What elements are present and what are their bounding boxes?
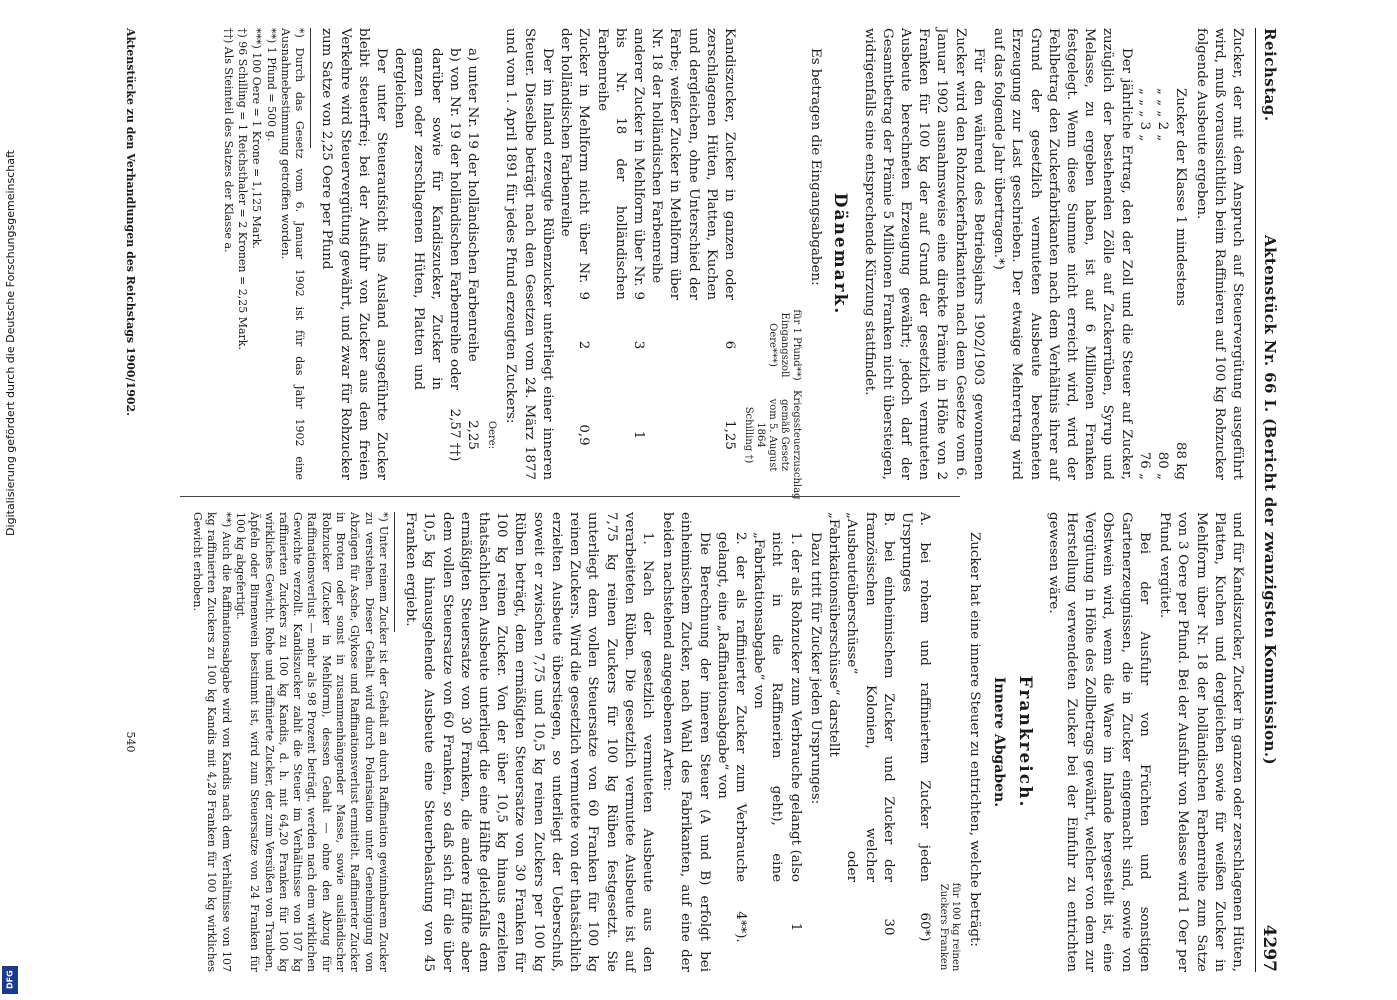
list-item: b) von Nr. 19 der holländischen Farbenreihe oder darüber sowie für Kandiszucker, Zucker in ganzen oder zerschlagenen Hüten, Platten und dergleichen 2,57 ††) <box>392 48 463 462</box>
footnote: **) 1 Pfund = 500 g. <box>264 28 278 142</box>
class-row <box>1135 28 1153 480</box>
paragraph: Für den während des Betriebsjahrs 1902/1903 gewonnenen Zucker wird den Rohzuckerfabrikanten nach dem Gesetze vom 6. Januar 1902 ausnahmsweise eine direkte Prämie in Höhe von 2 Franken für 100 kg der auf Grund der gesetzlich vermuteten Ausbeute berechneten Erzeugung gewährt; jedoch darf der Gesamtbetrag der Prämie 5 Millionen Franken nicht übersteigen, widrigenfalls eine entsprechende Kürzung stattfindet. <box>861 28 986 480</box>
footnote: ***) 100 Oere = 1 Krone = 1,125 Mark. <box>250 28 264 249</box>
left-column <box>130 28 1246 500</box>
class-label: „ „ „ 3 „ <box>1136 88 1152 142</box>
scanned-page <box>120 0 1290 1000</box>
table-row: anderer Zucker in Mehlform über Nr. 9 bis Nr. 18 der holländischen Farbenreihe 3 1 <box>594 28 646 440</box>
section-heading-denmark: Dänemark. <box>830 192 851 316</box>
paragraph: Es betragen die Eingangsabgaben: <box>808 48 824 286</box>
list-item: a) unter Nr. 19 der holländischen Farbenreihe 2,25 <box>465 48 481 450</box>
footnote: †) 96 Schilling = 1 Reichsthaler = 2 Kronen = 2,25 Mark. <box>236 28 250 350</box>
footnote-rule <box>310 28 311 148</box>
page-number: 540 <box>123 731 137 753</box>
subheading: Innere Abgaben. <box>991 676 1008 808</box>
paragraph: und für Kandiszucker, Zucker in ganzen oder zerschlagenen Hüten, Platten, Kuchen und dergleichen sowie für weißen Zucker in Mehlform über Nr. 18 der holländischen Farbenreihe zum Satze von 3 Oere per Pfund. Bei der Ausfuhr von Melasse wird 1 Oer per Pfund vergütet. <box>1157 512 1245 972</box>
footnote: **) Auch die Raffinationsabgabe wird von Kandis nach dem Verhältnisse von 107 kg raffinierten Zuckers zu 100 kg Kandis mit 4,28 Franken für 100 kg wirkliches Gewicht erhoben. <box>191 512 233 972</box>
class-value: 88 kg <box>1173 442 1189 480</box>
table-row: Kandiszucker, Zucker in ganzen oder zerschlagenen Hüten, Platten, Kuchen und dergleichen, ohne Unterschied der Farbe; weißer Zucker in Mehlform über Nr. 18 der holländischen Farbenreihe 6 1,25 <box>649 28 738 450</box>
class-row <box>1153 28 1171 480</box>
section-heading-france: Frankreich. <box>1014 675 1035 809</box>
table-header <box>742 28 803 500</box>
header-title: Aktenstück Nr. 66 I. (Bericht der zwanzigsten Kommission.) <box>1261 235 1279 765</box>
column-divider <box>180 496 960 497</box>
footnote: *) Unter reinem Zucker ist der Gehalt an durch Raffination gewinnbarem Zucker zu verstehen. Dieser Gehalt wird durch Polarisation unter Genehmigung von Abzügen für Asche, Glykose und Raffinationsverlust ermittelt. Raffinierter Zucker in Broten oder sonst in zusammenhängender Masse, sowie ausländischer Rohzucker (Zucker in Mehlform), dessen Gehalt — ohne den Abzug für Raffinationsverlust — mehr als 98 Prozent beträgt, werden nach dem wirklichen Gewichte verzollt. Kandiszucker zahlt die Steuer im Verhältnisse von 107 kg raffinierten Zuckers zu 100 kg Kandis, d. h. mit 64,20 Franken für 100 kg wirkliches Gewicht. Rohe und raffinierte Zucker, der zum Versüßen von Trauben, Äpfeln oder Birnenwein bestimmt ist, wird zum Steuersatze von 24 Franken für 100 kg abgefertigt. <box>233 512 390 972</box>
paragraph: Der unter Steueraufsicht ins Ausland ausgeführte Zucker bleibt steuerfrei; bei der Ausfuhr von Zucker aus dem freien Verkehre wird Steuervergütung gewährt, und zwar für Rohzucker zum Satze von 2,25 Oere per Pfund <box>319 28 390 480</box>
class-value: 76 „ <box>1136 451 1152 480</box>
reichstag-document-note: Aktenstücke zu den Verhandlungen des Reichstags 1900/1902. <box>123 28 137 416</box>
right-column <box>130 512 1246 972</box>
tax-row: 1. der als Rohzucker zum Verbrauche gelangt (also nicht in die Raffinerien geht), eine „Fabrikationsabgabe“ von 1 <box>751 532 803 932</box>
paragraph: Die Berechnung der inneren Steuer (A und B) erfolgt bei einheimischem Zucker, nach Wahl des Fabrikanten, auf eine der beiden nachstehend angegebenen Arten: <box>660 512 712 972</box>
class-label: Zucker der Klasse 1 mindestens <box>1173 88 1189 307</box>
paragraph: Dazu tritt für Zucker jeden Ursprunges: <box>807 532 823 805</box>
running-head <box>1255 28 1286 972</box>
unit-francs: für 100 kg reinen Zuckers Franken <box>938 882 962 972</box>
footnote-rule <box>394 512 395 632</box>
paragraph: Zucker hat eine innere Steuer zu entrichten, welche beträgt: <box>967 532 983 947</box>
tax-row: 2. der als raffinierter Zucker zum Verbrauche gelangt, eine „Raffinationsabgabe“ von 4**). <box>714 532 749 943</box>
footnote: *) Durch das Gesetz vom 6. Januar 1902 ist für das Jahr 1902 eine Ausnahmebestimmung getroffen worden. <box>278 28 307 480</box>
footnote: ††) Als Steinteil des Satzes der Klasse a. <box>221 28 235 253</box>
header-page-number: 4297 <box>1259 924 1279 972</box>
dfg-logo: DFG <box>2 966 18 994</box>
tax-row: A. bei rohem und raffiniertem Zucker jeden Ursprunges 60*) <box>899 512 933 942</box>
col-header-war-tax: Kriegssteuerzuschlag gemäß Gesetz vom 5. August 1864 Schilling †) <box>743 390 803 500</box>
paragraph: Zucker, der mit dem Anspruch auf Steuervergütung ausgeführt wird, muß voraussichtlich beim Raffinieren auf 100 kg Rohzucker folgende Ausbeute ergeben. <box>1193 28 1245 480</box>
class-value: 80 „ <box>1155 451 1171 480</box>
class-label: „ „ „ 2 „ <box>1155 88 1171 142</box>
table-row: Zucker in Mehlform nicht über Nr. 9 der holländischen Farbenreihe 2 0,9 <box>558 28 592 446</box>
margin-note: Digitalisierung gefördert durch die Deutsche Forschungsgemeinschaft <box>4 150 17 536</box>
tax-row: B. bei einheimischem Zucker und Zucker der französischen Kolonien, welcher „Ausbeuteüberschüsse“ oder „Fabrikationsüberschüsse“ darstellt 30 <box>826 512 896 936</box>
paragraph: 1. Nach der gesetzlich vermuteten Ausbeute aus den verarbeiteten Rüben. Die gesetzlich vermutete Ausbeute ist auf 7,75 kg reinen Zuckers für 100 kg Rüben festgesetzt. Sie unterliegt dem vollen Steuersatze von 60 Franken für 100 kg reinen Zuckers. Wird die gesetzlich vermutete von der thatsächlich erzielten Ausbeute überstiegen, so unterliegt der Ueberschuß, soweit er zwischen 7,75 und 10,5 kg reinen Zuckers per 100 kg Rüben beträgt, dem ermäßigten Steuersatze von 30 Franken für 100 kg reinen Zucker. Von der über 10,5 kg hinaus erzielten thatsächlichen Ausbeute unterliegt die eine Hälfte gleichfalls dem ermäßigten Steuersatze von 30 Franken, die andere Hälfte aber dem vollen Steuersatze von 60 Franken, so daß sich für die über 10,5 kg hinausgehende Ausbeute eine Steuerbelastung von 45 Franken ergiebt. <box>403 512 655 972</box>
paragraph: Der im Inland erzeugte Rübenzucker unterliegt einer inneren Steuer. Dieselbe beträgt nach den Gesetzen vom 24. März 1877 und vom 1. April 1891 für jedes Pfund erzeugten Zuckers: <box>503 28 555 480</box>
header-left: Reichstag. <box>1261 28 1279 122</box>
paragraph: Der jährliche Ertrag, den der Zoll und die Steuer auf Zucker, zuzüglich der bestehenden Zölle auf Zuckerrüben, Syrup und Melasse, zu ergeben haben, ist auf 6 Millionen Franken festgelegt. Wenn diese Summe nicht erreicht wird, wird der Fehlbetrag den Zuckerfabrikanten nach dem Verhältnis ihrer auf Grund der gesetzlich vermuteten Ausbeute berechneten Erzeugung zur Last geschrieben. Der etwaige Mehrertrag wird auf das folgende Jahr übertragen.*) <box>991 28 1134 480</box>
class-row <box>1171 28 1189 480</box>
paragraph: Bei der Ausfuhr von Früchten und sonstigen Gartenerzeugnissen, die in Zucker eingemacht sind, sowie von Obstwein wird, wenn die Ware im Inlande hergestellt ist, eine Vergütung in Höhe des Zollbetrags gewährt, welcher von dem zur Herstellung verwendeten Zucker bei der Einfuhr zu entrichten gewesen wäre. <box>1045 512 1152 972</box>
col-header-duty: für 1 Pfund**) Eingangszoll Oere***) <box>767 309 803 381</box>
unit-oere: Oere: <box>486 420 498 450</box>
